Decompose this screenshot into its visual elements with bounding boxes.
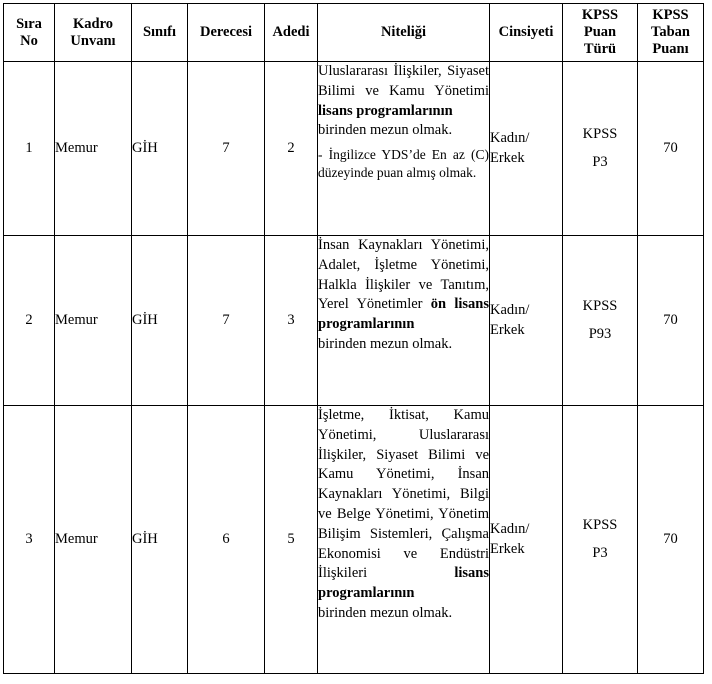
- table-row: [4, 406, 704, 674]
- table-row: [4, 236, 704, 406]
- header-sira-no: Sıra No: [4, 4, 55, 62]
- cell-nitelik: [318, 236, 490, 406]
- nitelik-text-end: birinden mezun olmak.: [318, 335, 453, 352]
- nitelik-text: Uluslararası İlişkiler, Siyaset Bilimi ve Kamu Yönetimi: [318, 63, 489, 99]
- cell-taban-puan: 70: [638, 236, 704, 406]
- nitelik-bold: ön lisans programlarının: [318, 296, 489, 333]
- header-kpss-puan-turu: KPSS Puan Türü: [563, 4, 638, 62]
- nitelik-text-end: birinden mezun olmak.: [318, 122, 453, 139]
- kadro-table: [3, 3, 704, 674]
- cell-kadro: Memur: [55, 236, 132, 406]
- header-niteligi: Niteliği: [318, 4, 490, 62]
- header-sinifi: Sınıfı: [132, 4, 188, 62]
- cell-sinif: GİH: [132, 236, 188, 406]
- nitelik-text-end: birinden mezun olmak.: [318, 604, 453, 621]
- cell-kpss-puan-turu: KPSS P3: [563, 62, 638, 236]
- cell-taban-puan: 70: [638, 62, 704, 236]
- cell-kadro: Memur: [55, 62, 132, 236]
- cell-nitelik: [318, 406, 490, 674]
- header-adedi: Adedi: [265, 4, 318, 62]
- cell-derece: 6: [188, 406, 265, 674]
- cell-taban-puan: 70: [638, 406, 704, 674]
- cell-nitelik: [318, 62, 490, 236]
- nitelik-note: - İngilizce YDS’de En az (C) düzeyinde puan almış olmak.: [318, 147, 489, 181]
- header-row: [4, 4, 704, 62]
- cell-sinif: GİH: [132, 406, 188, 674]
- header-kpss-taban-puani: KPSS Taban Puanı: [638, 4, 704, 62]
- cell-kpss-puan-turu: KPSS P3: [563, 406, 638, 674]
- cell-cinsiyet: Kadın/ Erkek: [490, 62, 563, 236]
- header-derecesi: Derecesi: [188, 4, 265, 62]
- nitelik-text: İşletme, İktisat, Kamu Yönetimi, Uluslararası İlişkiler, Siyaset Bilimi ve Kamu Yönetimi, İnsan Kaynakları Yönetimi, Bilgi ve Belge Yönetimi, Yönetim Bilişim Sistemleri, Çalışma Ekonomisi ve Endüstri İlişkileri: [318, 407, 489, 582]
- cell-cinsiyet: Kadın/ Erkek: [490, 406, 563, 674]
- table-row: [4, 62, 704, 236]
- cell-sinif: GİH: [132, 62, 188, 236]
- cell-adet: 5: [265, 406, 318, 674]
- cell-cinsiyet: Kadın/ Erkek: [490, 236, 563, 406]
- cell-sira: 2: [4, 236, 55, 406]
- cell-kadro: Memur: [55, 406, 132, 674]
- cell-sira: 1: [4, 62, 55, 236]
- cell-derece: 7: [188, 236, 265, 406]
- header-cinsiyeti: Cinsiyeti: [490, 4, 563, 62]
- nitelik-text: İnsan Kaynakları Yönetimi, Adalet, İşletme Yönetimi, Halkla İlişkiler ve Tanıtım, Yerel Yönetimler: [318, 237, 489, 313]
- cell-adet: 2: [265, 62, 318, 236]
- cell-derece: 7: [188, 62, 265, 236]
- cell-adet: 3: [265, 236, 318, 406]
- header-kadro-unvani: Kadro Unvanı: [55, 4, 132, 62]
- cell-sira: 3: [4, 406, 55, 674]
- nitelik-bold: lisans programlarının: [318, 102, 453, 119]
- nitelik-bold: lisans programlarının: [318, 565, 489, 602]
- cell-kpss-puan-turu: KPSS P93: [563, 236, 638, 406]
